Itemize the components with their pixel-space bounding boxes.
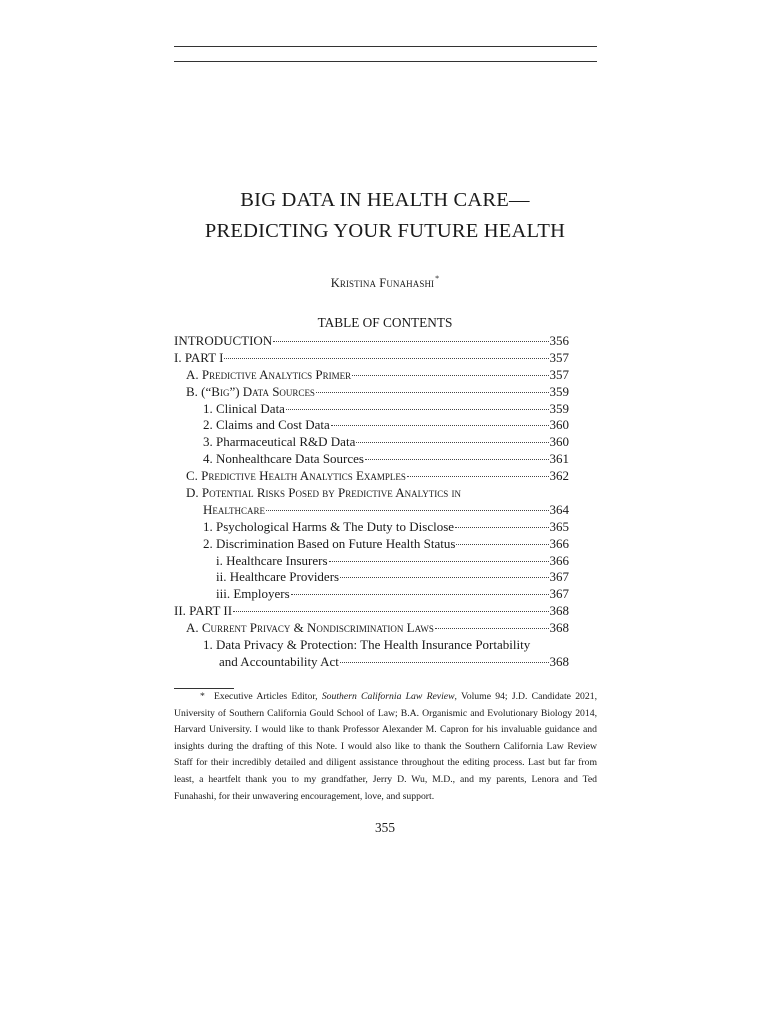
toc-entry-page: 362 <box>549 468 569 484</box>
toc-entry-potential-risks[interactable] <box>174 485 569 502</box>
toc-entry-page: 356 <box>549 333 569 348</box>
toc-entry-discrimination[interactable] <box>174 536 569 553</box>
toc-leader <box>455 527 548 528</box>
toc-entry-part-2[interactable] <box>174 603 569 620</box>
toc-entry-page: 364 <box>549 501 569 517</box>
toc-leader <box>329 561 549 562</box>
toc-entry-introduction[interactable] <box>174 333 569 350</box>
toc-entry-employers[interactable] <box>174 586 569 603</box>
toc-entry-psychological-harms[interactable] <box>174 519 569 536</box>
toc-heading: TABLE OF CONTENTS <box>317 315 453 330</box>
toc-entry-claims-cost-data[interactable] <box>174 417 569 434</box>
toc-entry-page: 365 <box>549 518 569 534</box>
author-footnote <box>174 689 597 805</box>
toc-entry-label: 1. Clinical Data <box>203 400 285 416</box>
toc-leader <box>224 358 548 359</box>
toc-leader <box>286 409 549 410</box>
toc-entry-predictive-health-examples[interactable] <box>174 468 569 485</box>
toc-leader <box>365 459 549 460</box>
top-rule <box>174 46 597 47</box>
toc-entry-page: 357 <box>549 366 569 382</box>
toc-leader <box>331 425 549 426</box>
page-number: 355 <box>375 820 395 835</box>
toc-entry-label: C. Predictive Health Analytics Examples <box>186 468 406 484</box>
toc-leader <box>233 611 548 612</box>
toc-entry-label: A. Predictive Analytics Primer <box>186 366 352 382</box>
toc-leader <box>352 375 548 376</box>
toc-leader <box>266 510 548 511</box>
toc-leader <box>340 662 549 663</box>
footnote-text-after: , Volume 94; J.D. Candidate 2021, University of Southern California Gould School of Law; B.A. Organismic and Evolutionary Biology 2014, Harvard University. I would like to thank Professor Alexander M. Capron for his invaluable guidance and insights during the drafting of this Note. I would also like to thank the Southern California Law Review Staff for their incredibly detailed and diligent assistance throughout the editing process. Last but far from least, a heartfelt thank you to my grandfather, Jerry D. Wu, M.D., and my parents, Lenora and Ted Funahashi, for their unwavering encouragement, love, and support. <box>174 691 597 802</box>
toc-entry-page: 366 <box>549 535 569 551</box>
toc-entry-page: 360 <box>549 417 569 433</box>
toc-entry-clinical-data[interactable] <box>174 401 569 418</box>
toc-entry-pharma-rd-data[interactable] <box>174 434 569 451</box>
toc-entry-healthcare-insurers[interactable] <box>174 553 569 570</box>
toc-entry-label: II. PART II <box>174 603 233 619</box>
toc-entry-label: ii. Healthcare Providers <box>216 569 340 585</box>
toc-entry-label: 2. Discrimination Based on Future Health Status <box>203 535 456 551</box>
author-byline <box>0 274 770 291</box>
toc-entry-nonhealthcare-data[interactable] <box>174 451 569 468</box>
toc-entry-page: 367 <box>549 569 569 585</box>
toc-entry-label: iii. Employers <box>216 586 290 602</box>
toc-entry-label: D. Potential Risks Posed by Predictive Analytics in <box>186 485 462 501</box>
toc-leader <box>407 476 549 477</box>
toc-entry-hipaa-cont[interactable] <box>174 654 569 671</box>
toc-entry-current-privacy-laws[interactable] <box>174 620 569 637</box>
toc-entry-label: 1. Psychological Harms & The Duty to Disclose <box>203 518 455 534</box>
toc-entry-label: 1. Data Privacy & Protection: The Health Insurance Portability <box>203 637 531 653</box>
footnote-marker: * <box>200 691 205 702</box>
toc-entry-label: i. Healthcare Insurers <box>216 552 328 568</box>
toc-entry-label: 2. Claims and Cost Data <box>203 417 330 433</box>
toc-entry-label: 3. Pharmaceutical R&D Data <box>203 434 356 450</box>
toc-leader <box>435 628 549 629</box>
toc-entry-big-data-sources[interactable] <box>174 384 569 401</box>
toc-entry-page: 361 <box>549 451 569 467</box>
toc-entry-part-1[interactable] <box>174 350 569 367</box>
toc-entry-label: I. PART I <box>174 349 224 365</box>
toc-entry-page: 360 <box>549 434 569 450</box>
toc-entry-page: 368 <box>549 653 569 669</box>
toc-leader <box>340 577 548 578</box>
toc-entry-predictive-analytics-primer[interactable] <box>174 367 569 384</box>
toc-entry-potential-risks-cont[interactable] <box>174 502 569 519</box>
toc-entry-label: and Accountability Act <box>219 653 339 669</box>
table-of-contents <box>174 333 569 671</box>
toc-entry-label: 4. Nonhealthcare Data Sources <box>203 451 364 467</box>
toc-entry-page: 367 <box>549 586 569 602</box>
title-line-1: BIG DATA IN HEALTH CARE— <box>240 189 530 211</box>
author-name: Kristina Funahashi <box>330 276 435 290</box>
footnote-journal-name: Southern California Law Review <box>321 691 455 702</box>
toc-entry-label: A. Current Privacy & Nondiscrimination Laws <box>186 620 434 636</box>
toc-entry-page: 368 <box>549 620 569 636</box>
toc-entry-page: 359 <box>549 400 569 416</box>
toc-entry-label: B. (“Big”) Data Sources <box>186 383 315 399</box>
top-rule-second <box>174 61 597 62</box>
toc-entry-page: 359 <box>549 383 569 399</box>
toc-entry-healthcare-providers[interactable] <box>174 569 569 586</box>
toc-leader <box>456 544 548 545</box>
footnote-text-before: Executive Articles Editor, <box>214 691 322 702</box>
title-line-2: PREDICTING YOUR FUTURE HEALTH <box>204 220 566 242</box>
toc-entry-label: INTRODUCTION <box>174 333 273 348</box>
toc-leader <box>356 442 548 443</box>
toc-leader <box>273 341 548 342</box>
author-footnote-marker[interactable]: * <box>435 274 440 283</box>
toc-entry-page: 357 <box>549 349 569 365</box>
toc-leader <box>291 594 549 595</box>
article-title <box>0 185 770 247</box>
toc-entry-page: 366 <box>549 552 569 568</box>
toc-leader <box>316 392 549 393</box>
toc-entry-page: 368 <box>549 603 569 619</box>
toc-entry-hipaa[interactable] <box>174 637 569 654</box>
toc-entry-label: Healthcare <box>203 501 266 517</box>
